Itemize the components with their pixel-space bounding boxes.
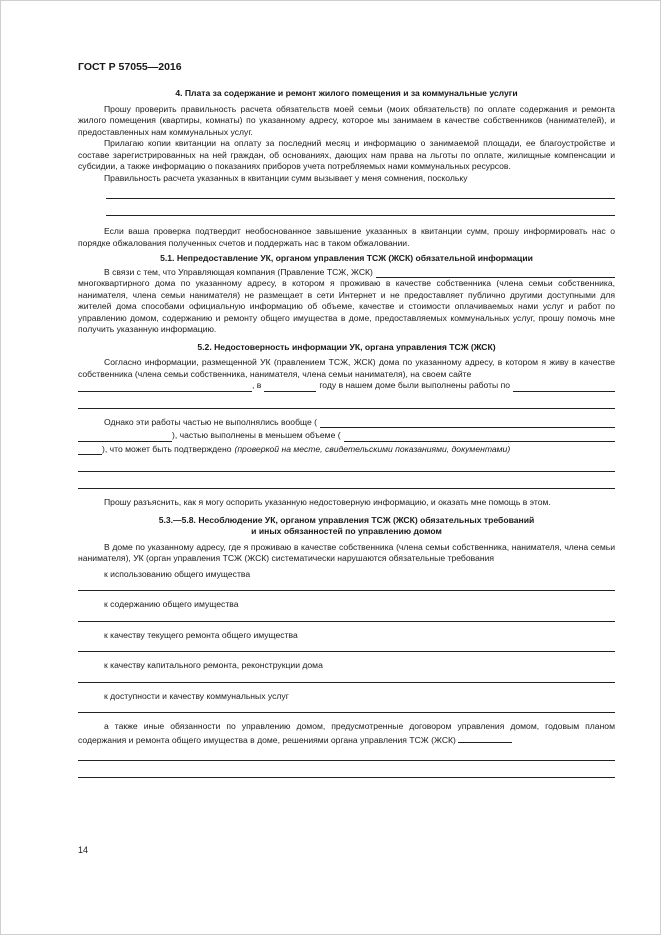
section-5-1-title: 5.1. Непредоставление УК, органом управления ТСЖ (ЖСК) обязательной информации (160, 253, 533, 263)
blank-field (344, 432, 615, 442)
section-5-2-in: , в (252, 380, 262, 390)
section-5-2-line-a (78, 417, 615, 429)
section-4-paragraph-1: Прошу проверить правильность расчета обязательств моей семьи (моих обязательств) по оплате содержания и ремонта жилого помещения (квартиры, комнаты) по указанному адресу, которое мы занимаем в качестве собственников (нанимателей), и предоставленных нам коммунальных услуг. (78, 103, 615, 137)
blank-field (78, 382, 252, 392)
section-5-2-italic-note: (проверкой на месте, свидетельскими показаниями, документами) (234, 443, 511, 454)
section-4-paragraph-3: Правильность расчета указанных в квитанции сумм вызывает у меня сомнения, поскольку (104, 172, 468, 183)
page-content (78, 88, 615, 778)
section-5-3-paragraph-2-text: а также иные обязанности по управлению домом, предусмотренные договором управления домом, годовым планом содержания и ремонта общего имущества в доме, решениями органа управления ТСЖ (ЖСК) (78, 721, 615, 745)
blank-field (78, 445, 102, 455)
requirement-item: к качеству текущего ремонта общего имущества (104, 629, 298, 640)
blank-field (264, 382, 316, 392)
page-number: 14 (78, 845, 89, 855)
blank-field (376, 268, 615, 278)
requirement-item: к использованию общего имущества (104, 568, 251, 579)
requirement-item: к доступности и качеству коммунальных услуг (104, 690, 289, 701)
section-5-2-text-b: ), частью выполнены в меньшем объеме ( (172, 430, 341, 440)
section-5-2-line-c (78, 444, 615, 456)
section-5-2-year-text: году в нашем доме были выполнены работы по (319, 380, 511, 390)
section-5-2-text-a: Однако эти работы частью не выполнялись вообще ( (104, 416, 317, 427)
section-4-paragraph-2: Прилагаю копии квитанции на оплату за последний месяц и информацию о занимаемой площади, ее благоустройстве и составе зарегистрированных на ней граждан, об основаниях, дающих нам права на льготы по оплате, жилищные компенсации и субсидии, а также информацию о показаниях приборов учета потребляемых нами коммунальных ресурсов. (78, 138, 615, 171)
section-5-2-title: 5.2. Недостоверность информации УК, органа управления ТСЖ (ЖСК) (197, 341, 496, 352)
section-5-1-body: многоквартирного дома по указанному адресу, в котором я проживаю в качестве собственника (члена семьи собственника, нанимателя, члена семьи нанимателя) не размещает в сети Интернет и не предоставляет публично другими доступными для жителей дома способами официальную информацию об объеме, качестве и стоимости оплачиваемых нами услуг и работ по управлению домом, содержанию и ремонту общего имущества в доме, предоставляемых коммунальных услуг, прошу помочь мне получить указанную информацию. (78, 278, 615, 334)
blank-field (458, 733, 512, 743)
requirement-item: к содержанию общего имущества (104, 599, 239, 609)
section-5-2-line-b (78, 430, 615, 442)
section-5-2-paragraph-1: Согласно информации, размещенной УК (правлением ТСЖ, ЖСК) дома по указанному адресу, в котором я живу в качестве собственника (члена семьи собственника, нанимателя, члена семьи нанимателя), на своем сайте (78, 357, 615, 379)
section-5-3-title-line-2: и иных обязанностей по управлению домом (251, 526, 442, 536)
section-4-paragraph-4: Если ваша проверка подтвердит необоснованное завышение указанных в квитанции сумм, прошу информировать нас о порядке обжалования полученных счетов и поддержать нас в таком обжаловании. (78, 226, 615, 248)
section-5-3-title-line-1: 5.3.—5.8. Несоблюдение УК, органом управления ТСЖ (ЖСК) обязательных требований (158, 514, 535, 525)
section-5-1-lead: В связи с тем, что Управляющая компания (Правление ТСЖ, ЖСК) (104, 266, 373, 277)
section-5-2-site-line (78, 380, 615, 392)
section-5-2-text-c: ), что может быть подтверждено (102, 443, 232, 454)
section-5-3-paragraph-1: В доме по указанному адресу, где я проживаю в качестве собственника (члена семьи собственника, нанимателя, члена семьи нанимателя), УК (орган управления ТСЖ (ЖСК) систематически нарушаются обязательные требования (78, 541, 615, 563)
section-5-2-paragraph-3: Прошу разъяснить, как я могу оспорить указанную недостоверную информацию, и оказать мне помощь в этом. (104, 497, 551, 507)
section-5-1-lead-line (78, 267, 615, 279)
blank-field (78, 432, 172, 442)
blank-field (513, 382, 615, 392)
section-4-title: 4. Плата за содержание и ремонт жилого помещения и за коммунальные услуги (175, 88, 518, 98)
blank-line (78, 777, 615, 778)
standard-header: ГОСТ Р 57055—2016 (78, 61, 182, 73)
section-5-3-paragraph-2 (78, 721, 615, 746)
requirement-item: к качеству капитального ремонта, реконструкции дома (104, 660, 323, 670)
blank-field (320, 418, 615, 428)
